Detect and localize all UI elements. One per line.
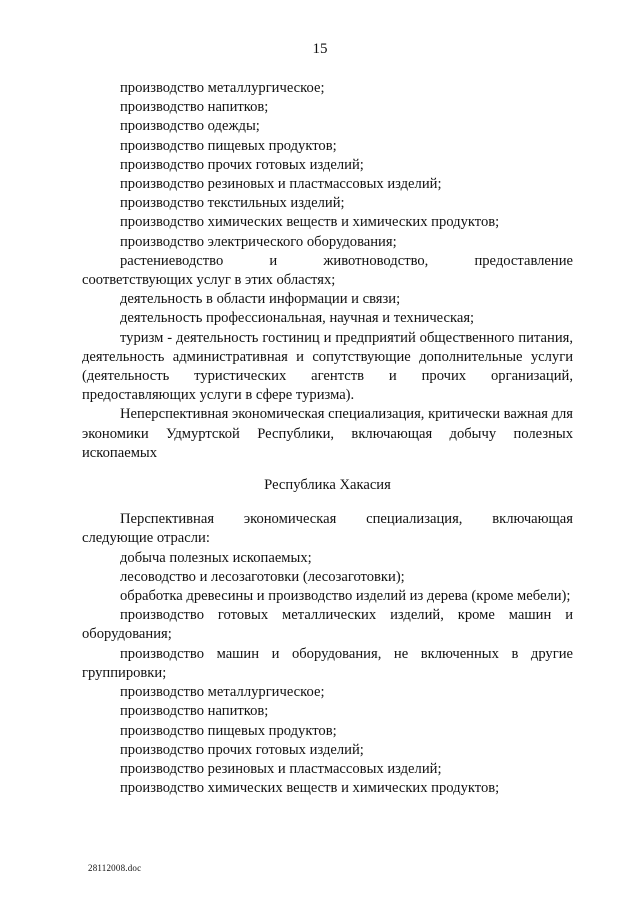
document-file-code: 28112008.doc [88,863,142,873]
list-item: производство прочих готовых изделий; [120,741,364,758]
list-item: производство химических веществ и химических продуктов; [120,780,500,797]
list-item: обработка древесины и производство изделий из дерева (кроме мебели); [120,588,571,605]
list-item: производство одежды; [120,118,260,135]
unpromising-specialization-paragraph: Неперспективная экономическая специализация, критически важная для экономики Удмуртской Республики, включающая добычу полезных ископаемых [82,406,574,461]
list-item: производство резиновых и пластмассовых изделий; [120,760,442,777]
intro-paragraph-line2: следующие отрасли: [82,530,210,547]
list-item: производство машин и оборудования, не включенных в другие группировки; [82,645,573,681]
list-item: производство химических веществ и химических продуктов; [120,214,500,231]
list-item: производство металлургическое; [120,684,325,701]
list-item: деятельность в области информации и связи; [120,291,401,308]
document-body [82,79,573,798]
list-item: производство пищевых продуктов; [120,722,337,739]
page-number: 15 [312,41,328,57]
list-item: производство текстильных изделий; [120,195,345,212]
crop-production-item-line1: растениеводство и животноводство, предоставление [120,252,573,269]
crop-production-item-line2: соответствующих услуг в этих областях; [82,272,336,289]
list-item: лесоводство и лесозаготовки (лесозаготовки); [120,568,405,585]
list-item: производство резиновых и пластмассовых изделий; [120,176,442,193]
tourism-item: туризм - деятельность гостиниц и предприятий общественного питания, деятельность административная и сопутствующие дополнительные услуги (деятельность туристических агентств и прочих организаций, предоставляющих услуги в сфере туризма). [82,329,573,404]
region-heading: Республика Хакасия [264,477,391,494]
list-item: производство пищевых продуктов; [120,137,337,154]
list-item: деятельность профессиональная, научная и техническая; [120,310,475,327]
intro-paragraph-line1: Перспективная экономическая специализация, включающая [120,511,573,528]
list-item: производство электрического оборудования; [120,233,397,250]
list-item: производство напитков; [120,99,269,116]
list-item: производство напитков; [120,703,269,720]
list-item: добыча полезных ископаемых; [120,549,312,566]
list-item: производство металлургическое; [120,80,325,96]
list-item: производство готовых металлических изделий, кроме машин и оборудования; [82,607,573,643]
list-item: производство прочих готовых изделий; [120,156,364,173]
